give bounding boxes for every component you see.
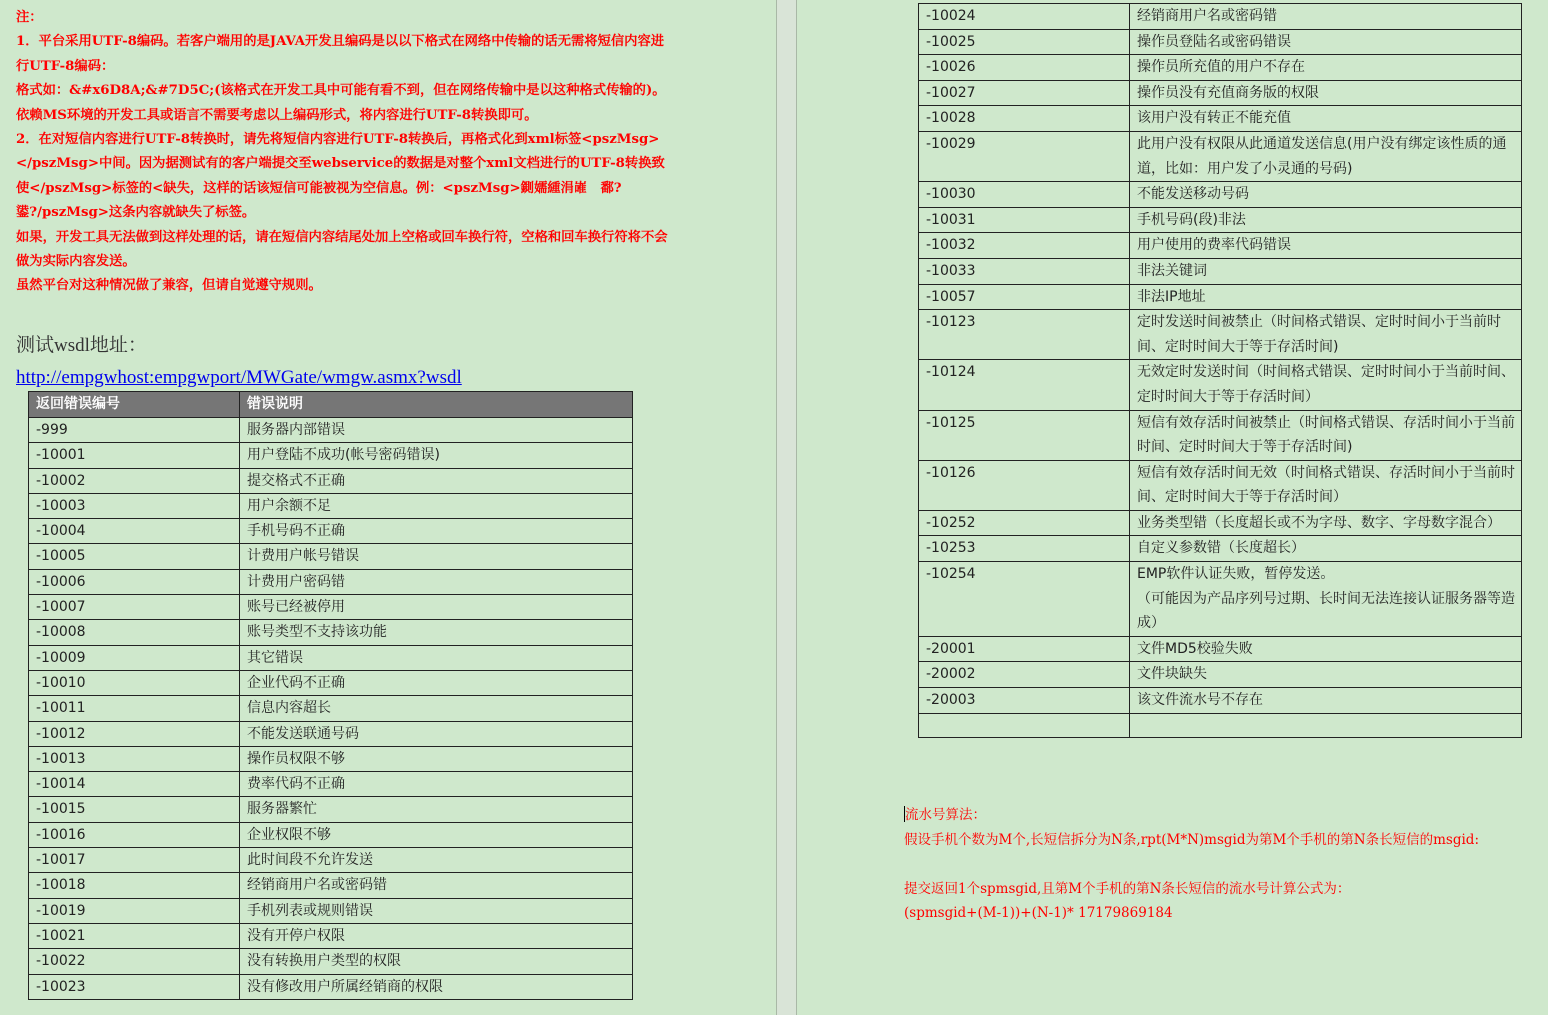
note-line: 格式如：&#x6D8A;&#7D5C;(该格式在开发工具中可能有看不到，但在网络传输中是以这种格式传输的)。依赖MS环境的开发工具或语言不需要考虑以上编码形式，将内容进行UTF-8转换即可。: [16, 83, 666, 123]
serial-number-algorithm: [904, 803, 1534, 926]
table-row: [919, 562, 1522, 637]
algorithm-line: (spmsgid+(M-1))+(N-1)* 17179869184: [904, 905, 1173, 921]
error-description-cell: 手机号码不正确: [240, 519, 633, 544]
error-code-cell: -10008: [29, 620, 240, 645]
table-row: [919, 258, 1522, 284]
error-code-cell: -10005: [29, 544, 240, 569]
error-code-cell: [919, 713, 1130, 737]
error-description-cell: 用户余额不足: [240, 493, 633, 518]
note-line: 注：: [16, 10, 43, 25]
table-row: [29, 468, 633, 493]
error-code-cell: -20002: [919, 662, 1130, 688]
table-row: [29, 822, 633, 847]
table-row: [919, 410, 1522, 460]
error-code-cell: -10007: [29, 595, 240, 620]
error-description-cell: 提交格式不正确: [240, 468, 633, 493]
error-description-cell: 用户使用的费率代码错误: [1130, 233, 1522, 259]
table-row: [919, 55, 1522, 81]
table-row: [29, 949, 633, 974]
error-description-cell: 没有修改用户所属经销商的权限: [240, 974, 633, 999]
error-description-cell: 该用户没有转正不能充值: [1130, 106, 1522, 132]
table-row: [919, 4, 1522, 30]
note-line: 1．平台采用UTF-8编码。若客户端用的是JAVA开发且编码是以以下格式在网络中传输的话无需将短信内容进行UTF-8编码：: [16, 34, 665, 74]
error-code-cell: -999: [29, 418, 240, 443]
error-description-cell: 定时发送时间被禁止（时间格式错误、定时时间小于当前时间、定时时间大于等于存活时间): [1130, 310, 1522, 360]
error-description-cell: 其它错误: [240, 645, 633, 670]
header-code: 返回错误编号: [29, 392, 240, 418]
error-code-cell: -10024: [919, 4, 1130, 30]
error-description-cell: 账号已经被停用: [240, 595, 633, 620]
table-row: [919, 536, 1522, 562]
table-row: [29, 519, 633, 544]
table-row: [919, 460, 1522, 510]
table-row: [29, 721, 633, 746]
table-row: [29, 595, 633, 620]
error-code-cell: -10012: [29, 721, 240, 746]
table-row: [29, 696, 633, 721]
error-description-cell: 操作员登陆名或密码错误: [1130, 29, 1522, 55]
table-row: [919, 29, 1522, 55]
error-description-cell: 计费用户密码错: [240, 569, 633, 594]
error-code-cell: -10030: [919, 182, 1130, 208]
error-description-cell: 无效定时发送时间（时间格式错误、定时时间小于当前时间、定时时间大于等于存活时间）: [1130, 360, 1522, 410]
table-row: [29, 797, 633, 822]
error-code-cell: -10057: [919, 284, 1130, 310]
error-code-cell: -10001: [29, 443, 240, 468]
table-row: [29, 746, 633, 771]
error-code-cell: -10004: [29, 519, 240, 544]
table-header-row: [29, 392, 633, 418]
error-code-cell: -10254: [919, 562, 1130, 637]
table-row: [919, 662, 1522, 688]
table-row: [919, 106, 1522, 132]
error-description-cell: 不能发送联通号码: [240, 721, 633, 746]
error-description-cell: 该文件流水号不存在: [1130, 688, 1522, 714]
error-description-cell: 用户登陆不成功(帐号密码错误): [240, 443, 633, 468]
error-code-cell: -10013: [29, 746, 240, 771]
table-row: [29, 418, 633, 443]
table-row: [29, 620, 633, 645]
error-code-cell: -10017: [29, 848, 240, 873]
error-code-cell: -10022: [29, 949, 240, 974]
error-description-cell: 非法IP地址: [1130, 284, 1522, 310]
error-description-cell: 此时间段不允许发送: [240, 848, 633, 873]
table-row: [29, 544, 633, 569]
error-code-cell: -10002: [29, 468, 240, 493]
error-code-cell: -10029: [919, 131, 1130, 181]
error-description-cell: 文件块缺失: [1130, 662, 1522, 688]
table-row: [29, 923, 633, 948]
error-code-cell: -10018: [29, 873, 240, 898]
error-description-cell: 经销商用户名或密码错: [1130, 4, 1522, 30]
error-description-cell: 不能发送移动号码: [1130, 182, 1522, 208]
error-description-cell: 计费用户帐号错误: [240, 544, 633, 569]
table-row: [29, 645, 633, 670]
error-description-cell: 信息内容超长: [240, 696, 633, 721]
error-code-cell: -10032: [919, 233, 1130, 259]
error-code-cell: -10026: [919, 55, 1130, 81]
error-code-cell: -10126: [919, 460, 1130, 510]
error-code-cell: -10025: [919, 29, 1130, 55]
error-code-table-right: [918, 3, 1522, 738]
error-description-cell: 业务类型错（长度超长或不为字母、数字、字母数字混合）: [1130, 510, 1522, 536]
error-description-cell: 没有开停户权限: [240, 923, 633, 948]
wsdl-link[interactable]: http://empgwhost:empgwport/MWGate/wmgw.asmx?wsdl: [16, 367, 462, 388]
error-description-cell: 手机号码(段)非法: [1130, 207, 1522, 233]
error-description-cell: 非法关键词: [1130, 258, 1522, 284]
error-description-cell: 此用户没有权限从此通道发送信息(用户没有绑定该性质的通道，比如：用户发了小灵通的号码): [1130, 131, 1522, 181]
algorithm-title: 流水号算法：: [905, 807, 986, 823]
error-description-cell: 服务器内部错误: [240, 418, 633, 443]
error-code-cell: -10014: [29, 772, 240, 797]
error-code-cell: -10124: [919, 360, 1130, 410]
error-code-cell: -10123: [919, 310, 1130, 360]
error-description-cell: 费率代码不正确: [240, 772, 633, 797]
error-description-cell: 文件MD5校验失败: [1130, 636, 1522, 662]
table-row: [919, 207, 1522, 233]
error-code-cell: -10252: [919, 510, 1130, 536]
table-row: [919, 688, 1522, 714]
error-code-cell: -20001: [919, 636, 1130, 662]
table-row: [919, 131, 1522, 181]
error-description-cell: 短信有效存活时间被禁止（时间格式错误、存活时间小于当前时间、定时时间大于等于存活时间): [1130, 410, 1522, 460]
table-row: [29, 772, 633, 797]
table-row: [919, 636, 1522, 662]
error-description-cell: 短信有效存活时间无效（时间格式错误、存活时间小于当前时间、定时时间大于等于存活时间）: [1130, 460, 1522, 510]
error-code-cell: -10023: [29, 974, 240, 999]
error-code-cell: -10010: [29, 670, 240, 695]
table-row: [919, 360, 1522, 410]
error-description-cell: 企业权限不够: [240, 822, 633, 847]
page-gutter: [776, 0, 797, 1015]
table-row: [29, 670, 633, 695]
error-description-cell: 企业代码不正确: [240, 670, 633, 695]
error-description-cell: 账号类型不支持该功能: [240, 620, 633, 645]
header-description: 错误说明: [240, 392, 633, 418]
error-description-cell: 操作员所充值的用户不存在: [1130, 55, 1522, 81]
error-description-cell: 手机列表或规则错误: [240, 898, 633, 923]
error-code-cell: -10003: [29, 493, 240, 518]
utf8-note: [16, 6, 676, 299]
error-code-cell: -10028: [919, 106, 1130, 132]
error-code-cell: -10021: [29, 923, 240, 948]
table-row: [29, 848, 633, 873]
note-line: 2．在对短信内容进行UTF-8转换时，请先将短信内容进行UTF-8转换后，再格式化到xml标签<pszMsg></pszMsg>中间。因为据测试有的客户端提交至webservice的数据是对整个xml文档进行的UTF-8转换致使</pszMsg>标签的<缺失，这样的话该短信可能被视为空信息。例：<pszMsg>鍘嬬緟涓嶉 鄱?鍙?/pszMsg>这条内容就缺失了标签。: [16, 132, 665, 221]
note-line: 如果，开发工具无法做到这样处理的话，请在短信内容结尾处加上空格或回车换行符，空格和回车换行符将不会做为实际内容发送。: [16, 229, 668, 270]
error-description-cell: 没有转换用户类型的权限: [240, 949, 633, 974]
table-row: [919, 80, 1522, 106]
table-row: [29, 443, 633, 468]
table-row: [919, 510, 1522, 536]
error-code-table-left: [28, 391, 633, 1000]
error-description-cell: EMP软件认证失败，暂停发送。 （可能因为产品序列号过期、长时间无法连接认证服务器等造成）: [1130, 562, 1522, 637]
table-row: [29, 569, 633, 594]
table-row: [29, 493, 633, 518]
error-code-cell: -10033: [919, 258, 1130, 284]
error-description-cell: 服务器繁忙: [240, 797, 633, 822]
table-row: [29, 898, 633, 923]
error-code-cell: -10009: [29, 645, 240, 670]
error-description-cell: 操作员没有充值商务版的权限: [1130, 80, 1522, 106]
error-code-cell: -10011: [29, 696, 240, 721]
algorithm-line: 提交返回1个spmsgid,且第M个手机的第N条长短信的流水号计算公式为：: [904, 880, 1351, 897]
error-code-cell: -20003: [919, 688, 1130, 714]
error-description-cell: [1130, 713, 1522, 737]
table-row: [919, 284, 1522, 310]
table-row: [29, 974, 633, 999]
error-code-cell: -10027: [919, 80, 1130, 106]
table-row: [29, 873, 633, 898]
error-code-cell: -10006: [29, 569, 240, 594]
wsdl-label: 测试wsdl地址：: [16, 335, 147, 356]
table-row: [919, 233, 1522, 259]
error-description-cell: 经销商用户名或密码错: [240, 873, 633, 898]
table-row: [919, 713, 1522, 737]
error-code-cell: -10031: [919, 207, 1130, 233]
algorithm-line: 假设手机个数为M个,长短信拆分为N条,rpt(M*N)msgid为第M个手机的第N条长短信的msgid:: [904, 831, 1480, 848]
error-code-cell: -10015: [29, 797, 240, 822]
error-description-cell: 操作员权限不够: [240, 746, 633, 771]
algorithm-line: [904, 852, 1534, 877]
error-code-cell: -10019: [29, 898, 240, 923]
table-row: [919, 182, 1522, 208]
error-code-cell: -10016: [29, 822, 240, 847]
table-row: [919, 310, 1522, 360]
error-code-cell: -10125: [919, 410, 1130, 460]
note-line: 虽然平台对这种情况做了兼容，但请自觉遵守规则。: [16, 278, 322, 294]
error-code-cell: -10253: [919, 536, 1130, 562]
error-description-cell: 自定义参数错（长度超长）: [1130, 536, 1522, 562]
